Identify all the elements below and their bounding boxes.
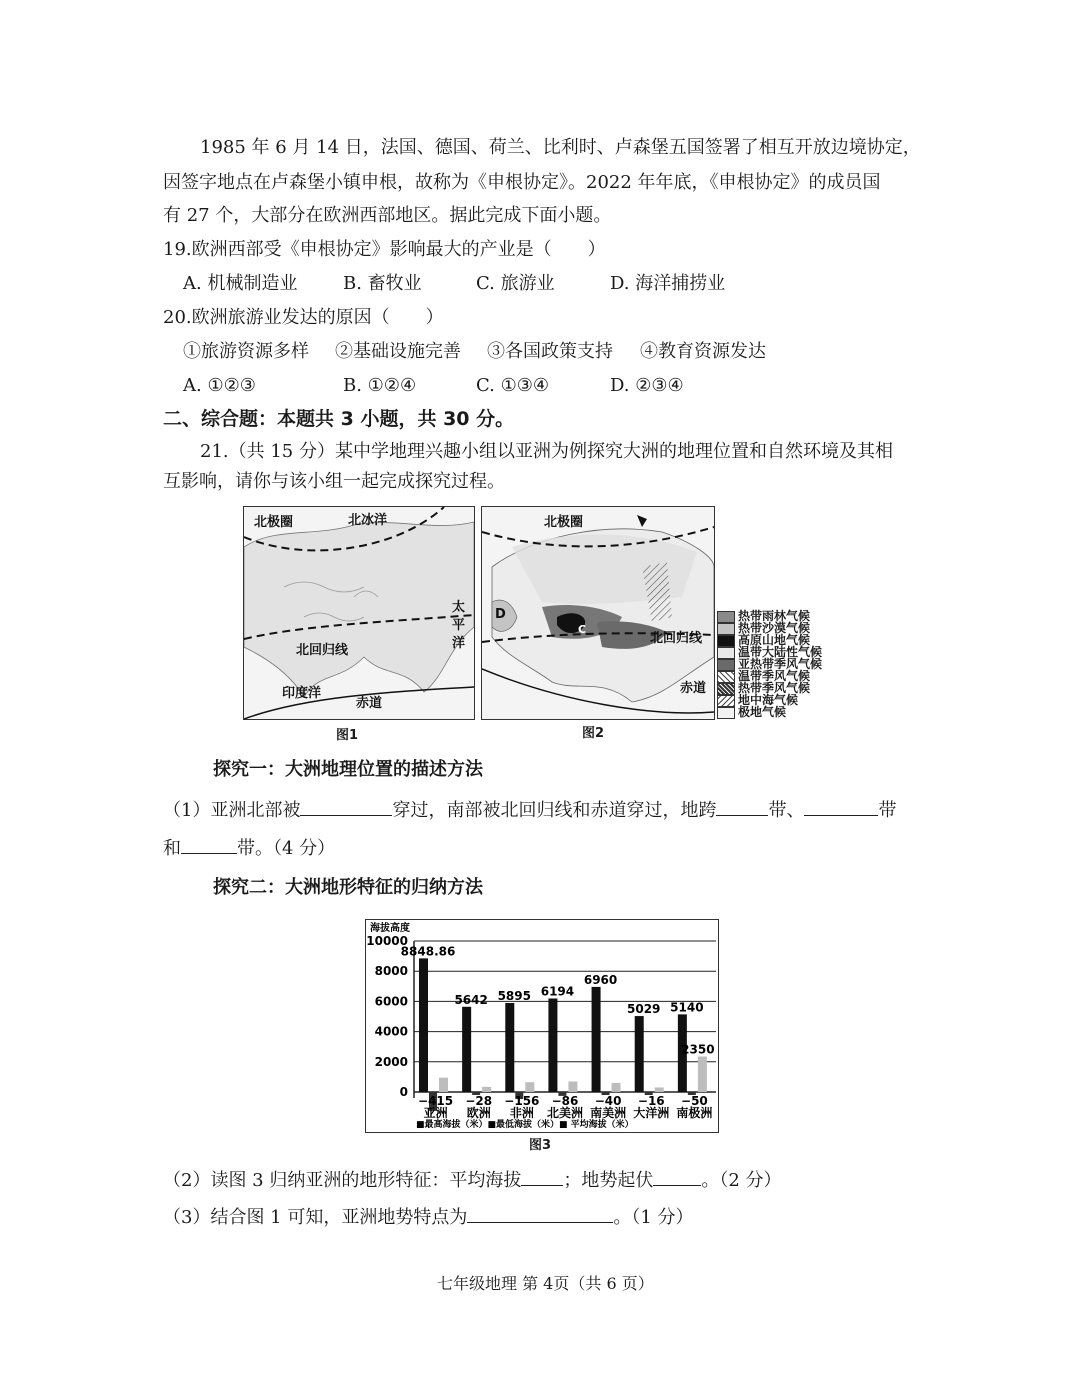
legend-swatch (717, 623, 735, 635)
bar-average-label: 2350 (681, 1042, 715, 1057)
bar-highest (462, 1007, 471, 1092)
q20-option-d[interactable]: D. ②③④ (610, 375, 684, 396)
figure-2-caption: 图2 (582, 726, 605, 741)
q1-text-3: 带、 (768, 800, 805, 821)
category-label: 非洲 (509, 1106, 534, 1120)
bar-highest-label: 6960 (583, 972, 618, 987)
bar-highest-label: 5029 (627, 1002, 661, 1017)
q2-blank-1[interactable] (521, 1167, 563, 1186)
bar-average (655, 1087, 664, 1092)
map1-indian-ocean-label: 印度洋 (282, 686, 322, 701)
q1-text-1: （1）亚洲北部被 (163, 800, 301, 821)
bar-highest-label: 5140 (670, 1000, 704, 1015)
bar-lowest-label: −16 (637, 1094, 665, 1108)
map-figure-1 (243, 506, 475, 720)
y-tick-label: 2000 (374, 1054, 408, 1069)
category-label: 南极洲 (676, 1106, 713, 1120)
q1-blank-3[interactable] (804, 797, 878, 816)
bar-average (612, 1083, 621, 1092)
q1-blank-1[interactable] (300, 797, 392, 816)
bar-highest-label: 5895 (497, 988, 531, 1003)
question-3 (163, 1204, 694, 1230)
q3-blank-1[interactable] (467, 1204, 613, 1223)
figure-3-caption: 图3 (529, 1138, 552, 1153)
q2-text-1: （2）读图 3 归纳亚洲的地形特征：平均海拔 (163, 1170, 522, 1191)
map2-equator-label: 赤道 (680, 681, 707, 696)
bar-highest (548, 998, 557, 1092)
question-2 (163, 1167, 782, 1193)
bar-lowest-label: −415 (418, 1094, 454, 1108)
map-figure-2 (481, 506, 715, 720)
q3-text-2: 。（1 分） (613, 1207, 694, 1228)
bar-highest (592, 987, 601, 1092)
legend-swatch (717, 707, 735, 719)
map2-c-label: C (578, 623, 587, 636)
bar-average (568, 1081, 577, 1092)
y-tick-label: 10000 (366, 934, 408, 948)
bar-highest (419, 958, 428, 1092)
map2-d-label: D (495, 607, 506, 622)
map-1-drawing (244, 507, 474, 719)
map1-equator-label: 赤道 (356, 696, 383, 711)
category-label: 南美洲 (590, 1106, 627, 1120)
q21-line-2: 互影响，请你与该小组一起完成探究过程。 (163, 471, 505, 492)
category-label: 亚洲 (423, 1106, 448, 1120)
category-label: 欧洲 (466, 1106, 491, 1120)
legend-item (717, 706, 786, 718)
legend-label: 温带季风气候 (738, 669, 811, 683)
q19-stem: 19.欧洲西部受《申根协定》影响最大的产业是（ ） (163, 239, 606, 260)
bar-highest-label: 8848.86 (400, 944, 456, 959)
q2-blank-2[interactable] (653, 1167, 701, 1186)
q1-text-4: 带 (878, 800, 897, 821)
elevation-chart (366, 920, 718, 1132)
q19-option-d[interactable]: D. 海洋捕捞业 (610, 273, 726, 294)
q1-text-2: 穿过，南部被北回归线和赤道穿过，地跨 (392, 800, 717, 821)
q2-text-2: ；地势起伏 (563, 1170, 654, 1191)
q20-item-4: ④教育资源发达 (640, 341, 766, 362)
explore-2-title: 探究二：大洲地形特征的归纳方法 (213, 877, 483, 898)
q20-item-2: ②基础设施完善 (335, 341, 461, 362)
legend-swatch (717, 635, 735, 647)
q1-text-5: 和 (163, 838, 181, 859)
legend-swatch (717, 671, 735, 683)
page-footer: 七年级地理 第 4页（共 6 页） (437, 1274, 654, 1293)
q20-option-c[interactable]: C. ①③④ (476, 375, 549, 396)
q20-item-1: ①旅游资源多样 (183, 341, 309, 362)
legend-swatch (717, 659, 735, 671)
chart-legend: ■最高海拔（米）■最低海拔（米）■ 平均海拔（米） (416, 1120, 634, 1130)
y-tick-label: 4000 (374, 1024, 408, 1039)
bar-lowest-label: −156 (504, 1094, 540, 1108)
explore-1-title: 探究一：大洲地理位置的描述方法 (213, 759, 483, 780)
bar-highest-label: 5642 (454, 992, 488, 1007)
q20-option-b[interactable]: B. ①②④ (343, 375, 417, 396)
y-tick-label: 0 (399, 1085, 408, 1099)
q3-text-1: （3）结合图 1 可知，亚洲地势特点为 (163, 1207, 468, 1228)
bar-highest (505, 1003, 514, 1092)
map1-arctic-circle-label: 北极圈 (254, 515, 294, 530)
legend-swatch (717, 647, 735, 659)
category-label: 大洋洲 (633, 1106, 670, 1120)
y-axis-label: 海拔高度 (370, 923, 410, 934)
bar-lowest-label: −28 (465, 1094, 493, 1108)
q1-blank-4[interactable] (181, 835, 237, 854)
bar-highest (635, 1016, 644, 1092)
q20-item-3: ③各国政策支持 (487, 341, 613, 362)
figure-1-caption: 图1 (336, 728, 359, 743)
q2-text-3: 。（2 分） (701, 1170, 782, 1191)
bar-lowest-label: −86 (551, 1094, 579, 1108)
legend-label: 温带大陆性气候 (738, 645, 823, 659)
category-label: 北美洲 (546, 1106, 584, 1120)
bar-lowest-label: −50 (681, 1094, 708, 1108)
q21-line-1: 21.（共 15 分）某中学地理兴趣小组以亚洲为例探究大洲的地理位置和自然环境及其相 (200, 441, 893, 462)
intro-line-3: 有 27 个，大部分在欧洲西部地区。据此完成下面小题。 (163, 205, 612, 226)
map1-arctic-ocean-label: 北冰洋 (348, 513, 388, 528)
y-tick-label: 6000 (374, 994, 408, 1009)
q20-stem: 20.欧洲旅游业发达的原因（ ） (163, 307, 444, 328)
intro-line-2: 因签字地点在卢森堡小镇申根，故称为《申根协定》。2022 年年底，《申根协定》的成员国 (163, 172, 881, 193)
bar-average (525, 1082, 534, 1092)
y-tick-label: 8000 (374, 964, 408, 979)
explore-1-question-1-cont (163, 835, 335, 861)
explore-1-question-1 (163, 797, 896, 823)
legend-label: 极地气候 (738, 705, 787, 719)
map2-tropic-label: 北回归线 (650, 631, 703, 646)
bar-average (439, 1078, 448, 1092)
climate-legend (717, 610, 847, 728)
section-2-title: 二、综合题：本题共 3 小题，共 30 分。 (163, 408, 515, 430)
map1-tropic-label: 北回归线 (296, 643, 349, 658)
legend-label: 亚热带季风气候 (738, 657, 823, 671)
legend-swatch (717, 695, 735, 707)
bar-lowest-label: −40 (594, 1094, 622, 1108)
legend-swatch (717, 683, 735, 695)
legend-label: 地中海气候 (738, 693, 799, 707)
q19-option-c[interactable]: C. 旅游业 (476, 273, 555, 294)
legend-swatch (717, 611, 735, 623)
legend-label: 高原山地气候 (738, 633, 811, 647)
bar-average (482, 1087, 491, 1092)
q1-blank-2[interactable] (716, 797, 768, 816)
legend-label: 热带雨林气候 (738, 609, 811, 623)
q19-option-b[interactable]: B. 畜牧业 (343, 273, 422, 294)
intro-line-1: 1985 年 6 月 14 日，法国、德国、荷兰、比利时、卢森堡五国签署了相互开放边境协定， (200, 137, 921, 158)
q19-option-a[interactable]: A. 机械制造业 (183, 273, 298, 294)
q1-text-6: 带。（4 分） (237, 838, 336, 859)
legend-label: 热带沙漠气候 (738, 621, 811, 635)
legend-label: 热带季风气候 (738, 681, 811, 695)
bar-highest-label: 6194 (540, 984, 575, 999)
q20-option-a[interactable]: A. ①②③ (183, 375, 256, 396)
bar-average (698, 1057, 707, 1092)
map2-arctic-circle-label: 北极圈 (544, 515, 584, 530)
chart-figure-3 (365, 919, 719, 1133)
map1-pacific-label: 太平洋 (452, 600, 466, 651)
